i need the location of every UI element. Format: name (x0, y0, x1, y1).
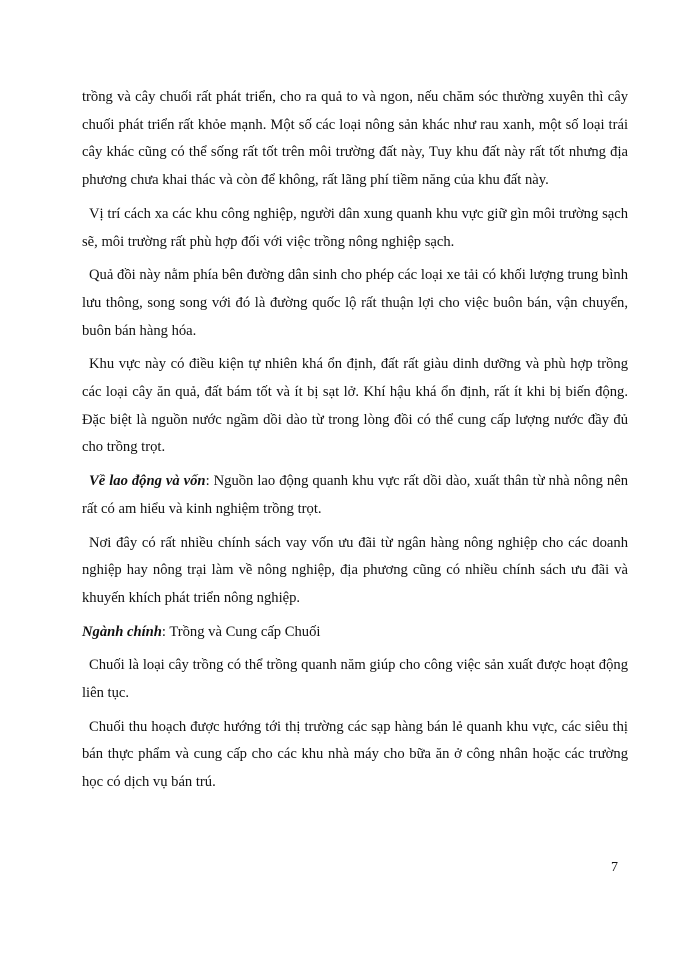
paragraph-text: : Nguồn lao động quanh khu vực rất dồi dào, xuất thân từ nhà nông nên rất có am hiểu và kinh nghiệm trồng trọt. (82, 473, 628, 517)
paragraph-loan-policy (82, 530, 628, 613)
body-text (82, 84, 628, 803)
paragraph-transport (82, 262, 628, 345)
paragraph-natural-conditions (82, 351, 628, 462)
paragraph-text: Chuối thu hoạch được hướng tới thị trường các sạp hàng bán lẻ quanh khu vực, các siêu thị bán thực phẩm và cung cấp cho các khu nhà máy cho bữa ăn ở công nhân hoặc các trường học có dịch vụ bán trú. (82, 718, 628, 791)
paragraph-lead-heading: Ngành chính (82, 623, 162, 640)
paragraph-text: Khu vực này có điều kiện tự nhiên khá ổn định, đất rất giàu dinh dưỡng và phù hợp trồng các loại cây ăn quả, đất bám tốt và ít bị sạt lở. Khí hậu khá ổn định, rất ít khi bị biến động. Đặc biệt là nguồn nước ngầm dồi dào từ trong lòng đồi có thể cung cấp lượng nước đầy đủ cho trồng trọt. (82, 356, 628, 456)
page-number: 7 (611, 860, 618, 875)
paragraph-soil-continuation (82, 84, 628, 195)
paragraph-text: Chuối là loại cây trồng có thể trồng quanh năm giúp cho công việc sản xuất được hoạt động liên tục. (82, 657, 628, 702)
paragraph-text: : Trồng và Cung cấp Chuối (161, 623, 321, 640)
paragraph-lead-heading: Về lao động và vốn (89, 473, 206, 490)
paragraph-text: Quả đồi này nằm phía bên đường dân sinh cho phép các loại xe tải có khối lượng trung bình lưu thông, song song với đó là đường quốc lộ rất thuận lợi cho việc buôn bán, vận chuyển, buôn bán hàng hóa. (82, 267, 628, 339)
paragraph-banana-year-round (82, 652, 628, 707)
paragraph-labor-capital (82, 468, 628, 523)
paragraph-text: Vị trí cách xa các khu công nghiệp, người dân xung quanh khu vực giữ gìn môi trường sạch sẽ, môi trường rất phù hợp đối với việc trồng nông nghiệp sạch. (82, 205, 628, 250)
paragraph-text: trồng và cây chuối rất phát triển, cho ra quả to và ngon, nếu chăm sóc thường xuyên thì cây chuối phát triển rất khỏe mạnh. Một số các loại nông sản khác như rau xanh, một số loại trái cây khác cũng có thể sống rất tốt trên môi trường đất này, Tuy khu đất này rất tốt nhưng địa phương chưa khai thác và còn để không, rất lãng phí tiềm năng của khu đất này. (82, 89, 628, 189)
paragraph-main-industry (82, 619, 628, 647)
paragraph-banana-market (82, 714, 628, 797)
paragraph-text: Nơi đây có rất nhiều chính sách vay vốn ưu đãi từ ngân hàng nông nghiệp cho các doanh nghiệp hay nông trại làm về nông nghiệp, địa phương cũng có nhiều chính sách ưu đãi và khuyến khích phát triển nông nghiệp. (82, 534, 628, 606)
paragraph-location (82, 201, 628, 256)
